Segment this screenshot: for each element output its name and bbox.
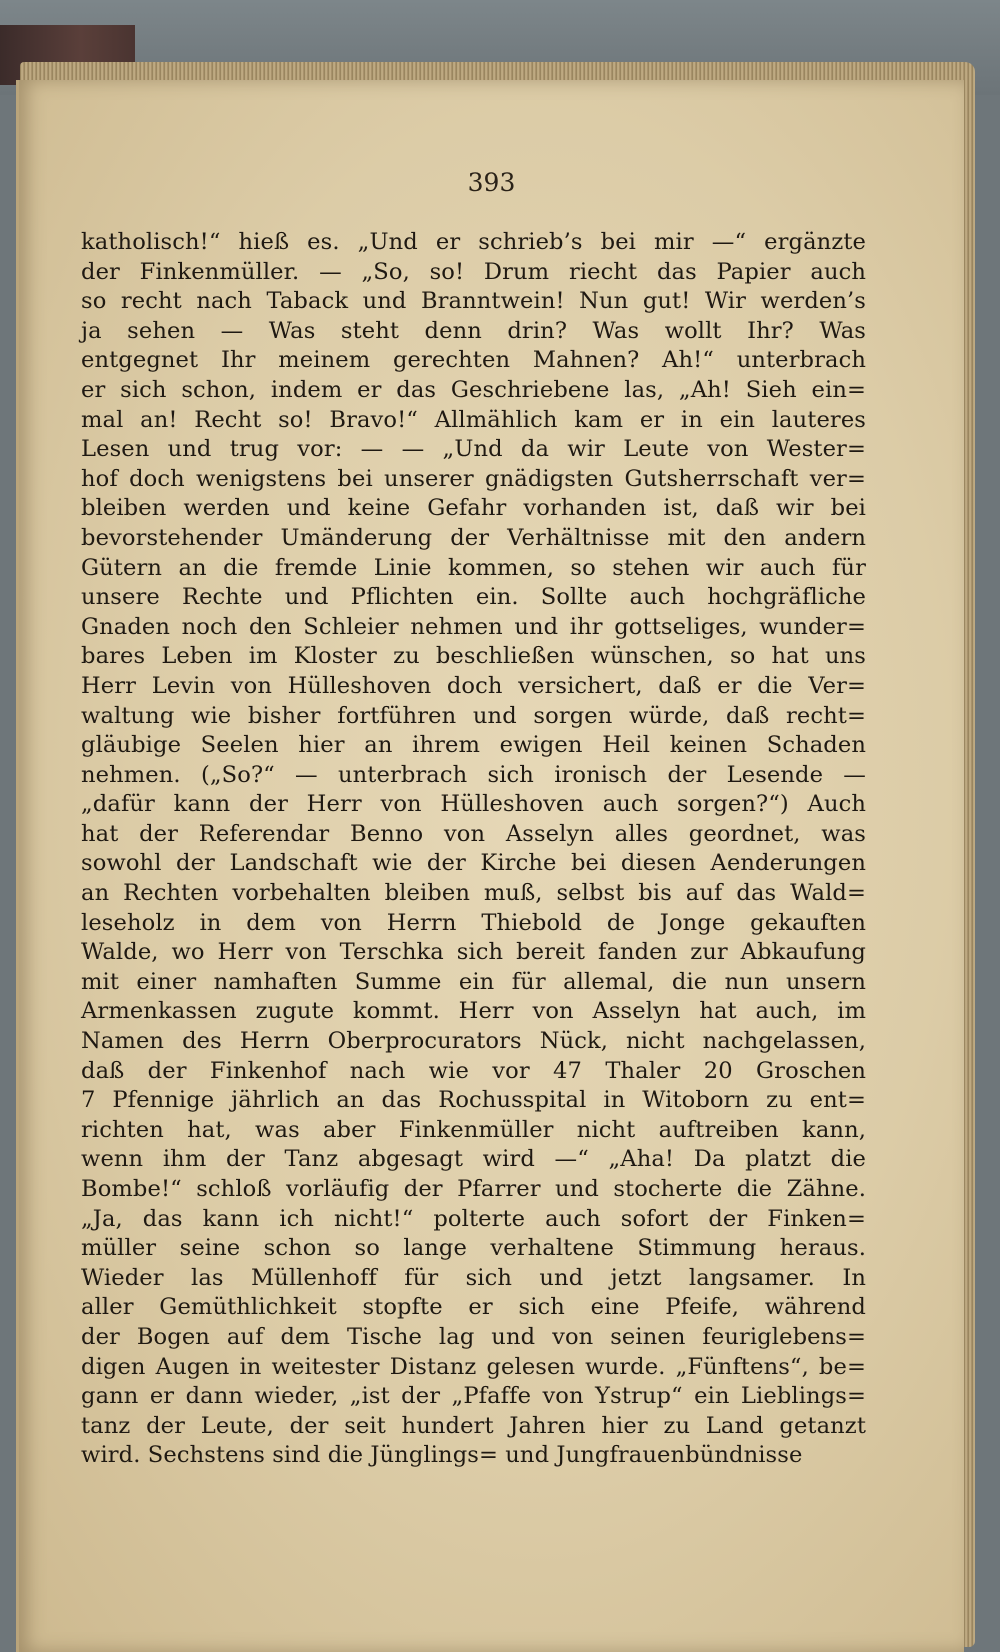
text-line: Bombe!“ schloß vorläufig der Pfarrer und stocherte die Zähne. [81, 1176, 866, 1202]
text-line: Armenkassen zugute kommt. Herr von Asselyn hat auch, im [81, 998, 866, 1025]
text-line: Namen des Herrn Oberprocurators Nück, nicht nachgelassen, [81, 1028, 866, 1055]
text-line: hat der Referendar Benno von Asselyn alles geordnet, was [81, 820, 866, 847]
text-line: daß der Finkenhof nach wie vor 47 Thaler 20 Groschen [81, 1057, 866, 1084]
text-line: 7 Pfennige jährlich an das Rochusspital in Witoborn zu ent= [81, 1087, 866, 1114]
text-line: unsere Rechte und Pflichten ein. Sollte auch hochgräfliche [81, 584, 866, 611]
text-line: digen Augen in weitester Distanz gelesen wurde. „Fünftens“, be= [81, 1353, 866, 1380]
text-line: mal an! Recht so! Bravo!“ Allmählich kam er in ein lauteres [81, 406, 866, 433]
text-line: gann er dann wieder, „ist der „Pfaffe von Ystrup“ ein Lieblings= [81, 1383, 866, 1410]
text-line: gläubige Seelen hier an ihrem ewigen Heil keinen Schaden [81, 732, 866, 759]
text-line: „dafür kann der Herr von Hülleshoven auch sorgen?“) Auch [81, 791, 866, 818]
text-line: der Bogen auf dem Tische lag und von seinen feuriglebens= [81, 1323, 866, 1350]
text-line: tanz der Leute, der seit hundert Jahren hier zu Land getanzt [81, 1412, 866, 1439]
text-line: Herr Levin von Hülleshoven doch versichert, daß er die Ver= [81, 672, 866, 699]
text-line: leseholz in dem von Herrn Thiebold de Jonge gekauften [81, 909, 866, 936]
text-line: bevorstehender Umänderung der Verhältnisse mit den andern [81, 524, 866, 551]
text-line: wird. Sechstens sind die Jünglings= und Jungfrauenbündnisse [81, 1442, 803, 1469]
book-page [16, 80, 964, 1652]
text-line: so recht nach Taback und Branntwein! Nun gut! Wir werden’s [81, 288, 866, 315]
page-body-text [81, 228, 866, 1471]
page-number: 393 [467, 168, 516, 197]
text-line: waltung wie bisher fortführen und sorgen würde, daß recht= [81, 702, 866, 729]
text-line: Lesen und trug vor: — — „Und da wir Leute von Wester= [81, 436, 866, 463]
text-line: bleiben werden und keine Gefahr vorhanden ist, daß wir bei [81, 495, 866, 522]
text-line: ja sehen — Was steht denn drin? Was wollt Ihr? Was [81, 317, 866, 344]
text-line: aller Gemüthlichkeit stopfte er sich eine Pfeife, während [81, 1294, 866, 1321]
text-line: nehmen. („So?“ — unterbrach sich ironisch der Lesende — [81, 761, 866, 788]
text-line: Walde, wo Herr von Terschka sich bereit fanden zur Abkaufung [81, 939, 866, 966]
text-line: katholisch!“ hieß es. „Und er schrieb’s bei mir —“ ergänzte [81, 229, 866, 255]
text-line: müller seine schon so lange verhaltene Stimmung heraus. [81, 1235, 866, 1262]
text-line: er sich schon, indem er das Geschriebene las, „Ah! Sieh ein= [81, 376, 866, 403]
text-line: Gnaden noch den Schleier nehmen und ihr gottseliges, wunder= [81, 613, 866, 640]
text-line: Gütern an die fremde Linie kommen, so stehen wir auch für [81, 554, 866, 581]
text-line: Wieder las Müllenhoff für sich und jetzt langsamer. In [81, 1264, 866, 1291]
text-line: wenn ihm der Tanz abgesagt wird —“ „Aha! Da platzt die [81, 1146, 866, 1173]
text-line: der Finkenmüller. — „So, so! Drum riecht das Papier auch [81, 258, 866, 285]
text-line: mit einer namhaften Summe ein für allemal, die nun unsern [81, 968, 866, 995]
text-line: an Rechten vorbehalten bleiben muß, selbst bis auf das Wald= [81, 880, 866, 907]
text-line: sowohl der Landschaft wie der Kirche bei diesen Aenderungen [81, 850, 866, 877]
text-line: „Ja, das kann ich nicht!“ polterte auch sofort der Finken= [81, 1205, 866, 1232]
text-line: richten hat, was aber Finkenmüller nicht auftreiben kann, [81, 1116, 866, 1143]
text-line: hof doch wenigstens bei unserer gnädigsten Gutsherrschaft ver= [81, 465, 866, 492]
text-line: entgegnet Ihr meinem gerechten Mahnen? Ah!“ unterbrach [81, 347, 866, 374]
text-line: bares Leben im Kloster zu beschließen wünschen, so hat uns [81, 643, 866, 670]
